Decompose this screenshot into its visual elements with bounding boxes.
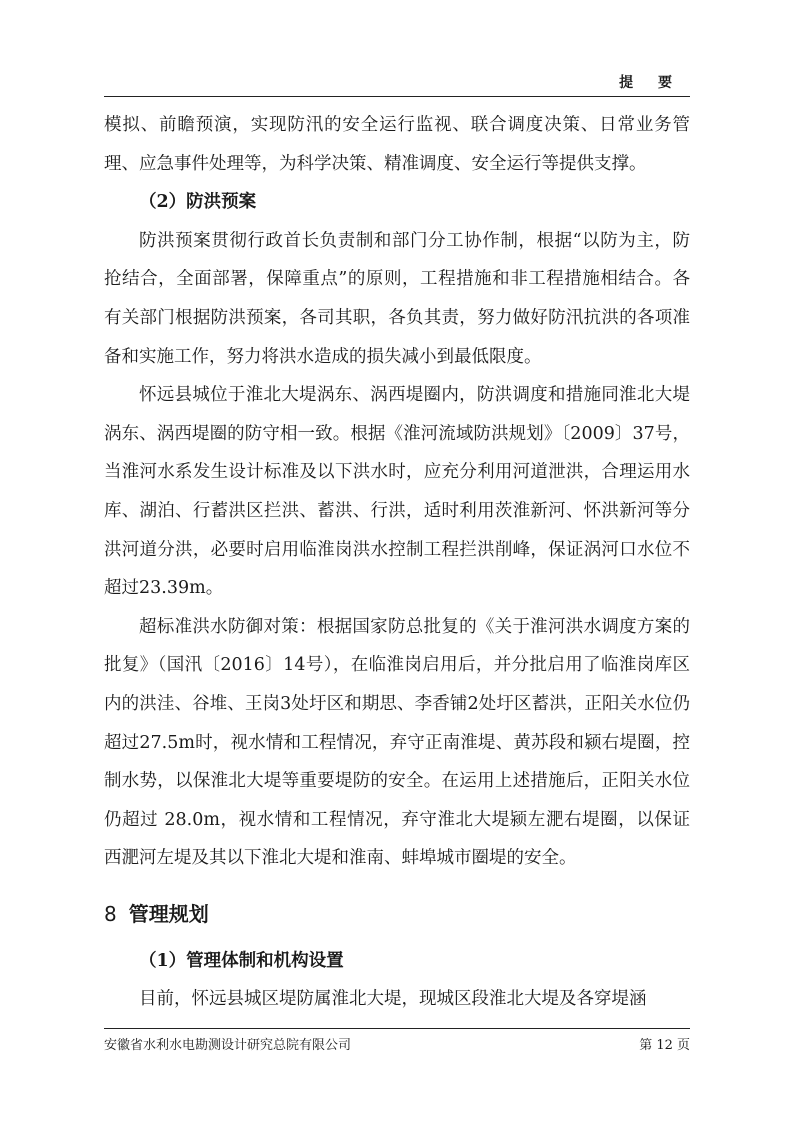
subheading-management-system: （1）管理体制和机构设置 bbox=[139, 950, 344, 971]
header-label: 提 要 bbox=[619, 75, 682, 91]
paragraph-exceeding-standard-flood: 超标准洪水防御对策：根据国家防总批复的《关于淮河洪水调度方案的批复》（国汛〔2016〕14号），在临淮岗启用后，并分批启用了临淮岗库区内的洪洼、谷堆、王岗3处圩区和期思、李香铺2处圩区蓄洪，正阳关水位仍超过27.5m时，视水情和工程情况，弃守正南淮堤、黄苏段和颍右堤圈，控制水势，以保淮北大堤等重要堤防的安全。在运用上述措施后，正阳关水位仍超过 28.0m，视水情和工程情况，弃守淮北大堤颍左淝右堤圈，以保证西淝河左堤及其以下淮北大堤和淮南、蚌埠城市圈堤的安全。 bbox=[104, 616, 690, 869]
footer-page-number: 第 12 页 bbox=[639, 1038, 690, 1053]
paragraph-management-intro: 目前，怀远县城区堤防属淮北大堤，现城区段淮北大堤及各穿堤涵 bbox=[139, 989, 647, 1010]
header-rule bbox=[104, 96, 690, 97]
section-number: 8 bbox=[104, 901, 117, 926]
footer-rule bbox=[104, 1028, 690, 1029]
document-body bbox=[104, 106, 690, 1019]
footer-organization: 安徽省水利水电勘测设计研究总院有限公司 bbox=[104, 1038, 352, 1053]
section-title: 管理规划 bbox=[128, 901, 209, 926]
section-heading-management bbox=[104, 892, 690, 936]
paragraph-continuation: 模拟、前瞻预演，实现防汛的安全运行监视、联合调度决策、日常业务管理、应急事件处理等，为科学决策、精准调度、安全运行等提供支撑。 bbox=[104, 115, 690, 174]
paragraph-huaiyuan-dispatch: 怀远县城位于淮北大堤涡东、涡西堤圈内，防洪调度和措施同淮北大堤涡东、涡西堤圈的防守相一致。根据《淮河流域防洪规划》〔2009〕37号，当淮河水系发生设计标准及以下洪水时，应充分利用河道泄洪，合理运用水库、湖泊、行蓄洪区拦洪、蓄洪、行洪，适时利用茨淮新河、怀洪新河等分洪河道分洪，必要时启用临淮岗洪水控制工程拦洪削峰，保证涡河口水位不超过23.39m。 bbox=[104, 385, 690, 599]
subheading-flood-plan: （2）防洪预案 bbox=[139, 192, 257, 213]
paragraph-flood-plan-principles: 防洪预案贯彻行政首长负责制和部门分工协作制，根据“以防为主，防抢结合，全面部署，保障重点”的原则，工程措施和非工程措施相结合。各有关部门根据防洪预案，各司其职，各负其责，努力做好防汛抗洪的各项准备和实施工作，努力将洪水造成的损失减小到最低限度。 bbox=[104, 230, 690, 367]
